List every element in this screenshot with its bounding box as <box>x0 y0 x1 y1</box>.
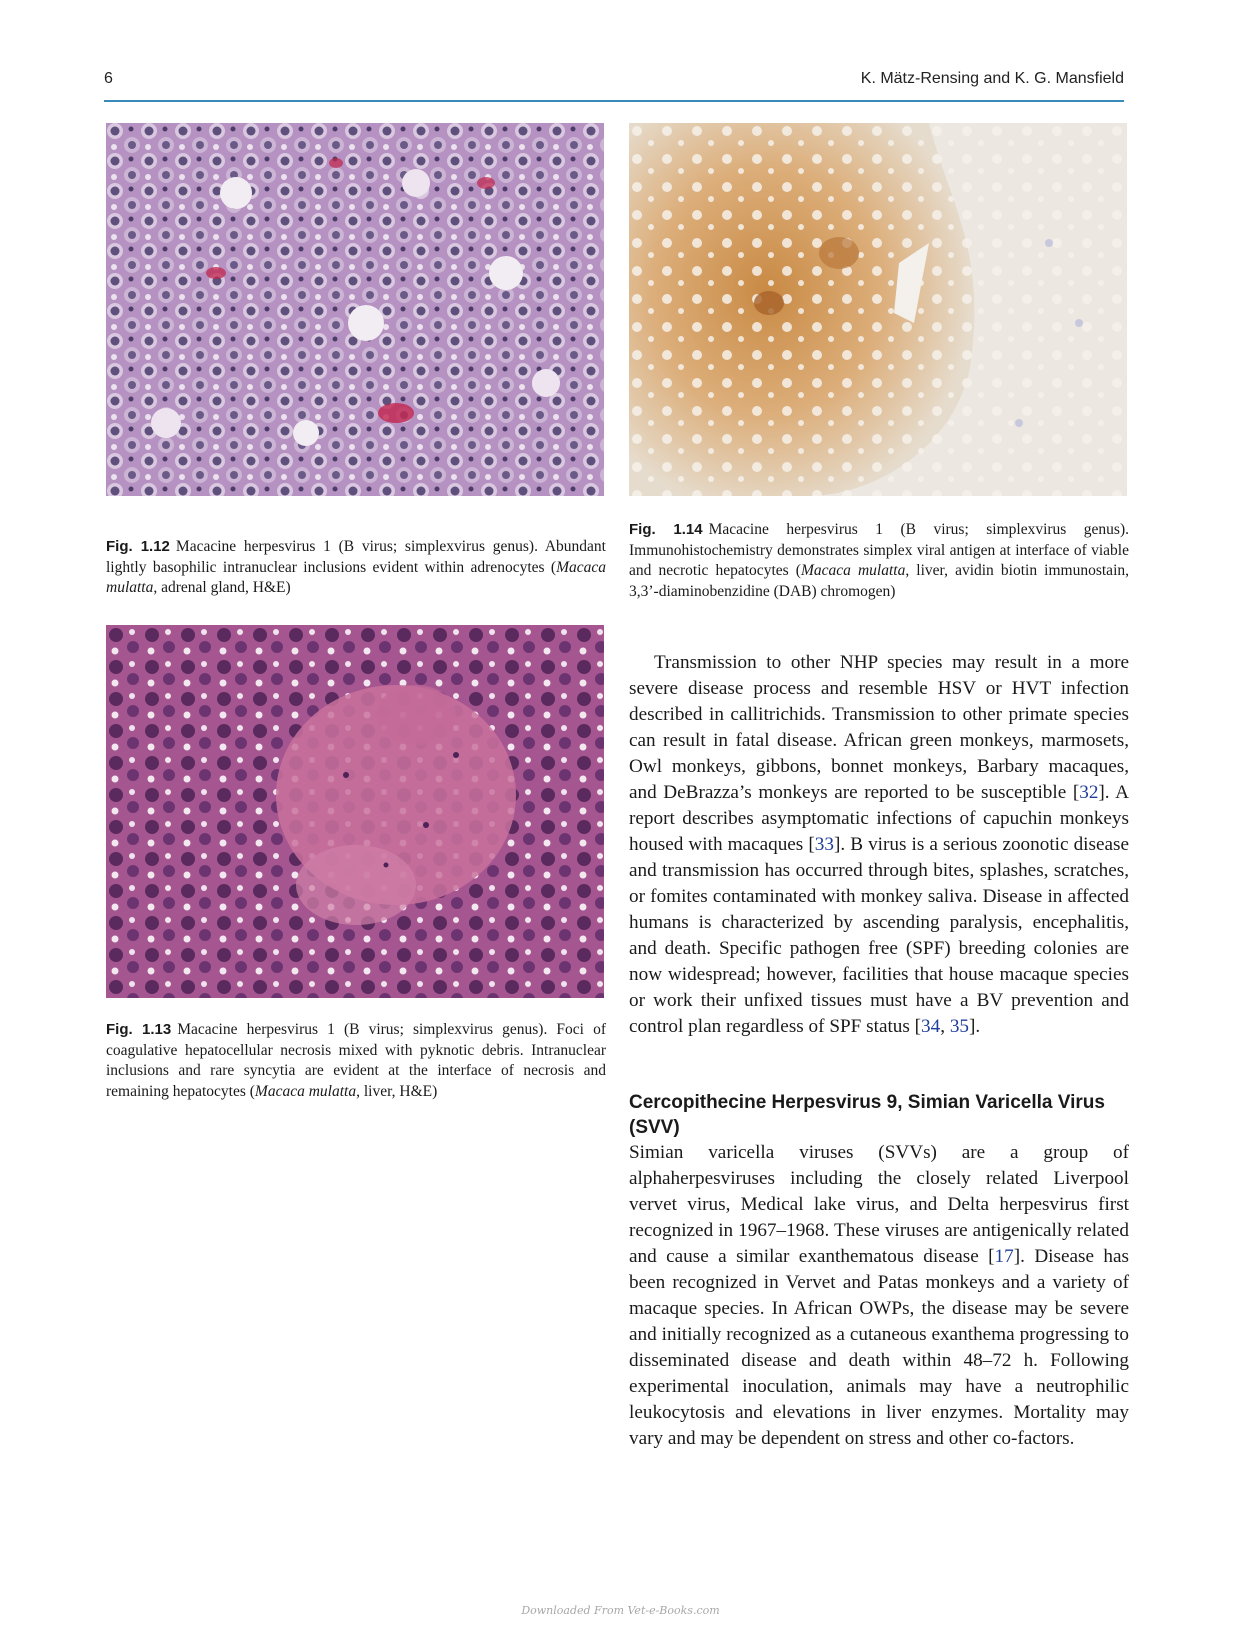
caption-text: Macacine herpesvirus 1 (B virus; simplexvirus genus). Foci of coagulative hepatocellular necrosis mixed with pyknotic debris. Intranuclear inclusions and rare syncytia are evident at the interface of necrosis and remaining hepatocytes ( <box>106 1021 606 1100</box>
figure-1-12-caption <box>106 537 606 599</box>
citation-link[interactable]: 34 <box>921 1016 941 1037</box>
text-run: ]. Disease has been recognized in Vervet and Patas monkeys and a variety of macaque species. In African OWPs, the disease may be severe and initially recognized as a cutaneous exanthema progressing to disseminated disease and death within 48–72 h. Following experimental inoculation, animals may have a neutrophilic leukocytosis and elevations in liver enzymes. Mortality may vary and may be dependent on stress and other co-factors. <box>629 1246 1129 1449</box>
figure-1-14-image <box>629 123 1127 496</box>
species-name: Macaca mulatta <box>254 1082 357 1100</box>
text-run: Transmission to other NHP species may result in a more severe disease process and resemble HSV or HVT infection described in callitrichids. Transmission to other primate species can result in fatal disease. African green monkeys, marmosets, Owl monkeys, gibbons, bonnet monkeys, Barbary macaques, and DeBrazza’s monkeys are reported to be susceptible [ <box>629 652 1129 803</box>
body-paragraph-svv <box>629 1140 1129 1452</box>
figure-label: Fig. 1.12 <box>106 538 170 555</box>
section-heading: Cercopithecine Herpesvirus 9, Simian Varicella Virus (SVV) <box>629 1092 1105 1138</box>
species-name: Macaca mulatta <box>106 558 606 596</box>
figure-label: Fig. 1.13 <box>106 1021 172 1038</box>
caption-text: Macacine herpesvirus 1 (B virus; simplexvirus genus). Abundant lightly basophilic intranuclear inclusions evident within adrenocytes ( <box>106 538 606 576</box>
page-number: 6 <box>104 70 113 87</box>
text-run: ]. B virus is a serious zoonotic disease and transmission has occurred through bites, splashes, scratches, or fomites contaminated with monkey saliva. Disease in affected humans is characterized by ascending paralysis, encephalitis, and death. Specific pathogen free (SPF) breeding colonies are now widespread; however, facilities that house macaque species or work their unfixed tissues must have a BV prevention and control plan regardless of SPF status [ <box>629 834 1129 1037</box>
figure-1-12-image <box>106 123 604 496</box>
body-paragraph-transmission <box>629 650 1129 1040</box>
text-run: ]. A report describes asymptomatic infections of capuchin monkeys housed with macaques [ <box>629 782 1130 855</box>
caption-text-end: , adrenal gland, H&E) <box>153 579 291 596</box>
text-run: , <box>940 1016 950 1037</box>
caption-text-end: , liver, H&E) <box>356 1082 438 1100</box>
footer-watermark: Downloaded From Vet-e-Books.com <box>521 1604 720 1617</box>
citation-link[interactable]: 17 <box>994 1246 1014 1267</box>
figure-1-14-caption <box>629 520 1129 602</box>
species-name: Macaca mulatta <box>800 562 906 579</box>
page-header <box>104 70 1124 102</box>
figure-1-13-image <box>106 625 604 998</box>
text-run: ]. <box>969 1016 981 1037</box>
figure-1-13-caption <box>106 1020 606 1102</box>
citation-link[interactable]: 35 <box>949 1016 970 1037</box>
citation-link[interactable]: 33 <box>814 834 834 855</box>
citation-link[interactable]: 32 <box>1079 782 1099 803</box>
text-run: Simian varicella viruses (SVVs) are a group of alphaherpesviruses including the closely related Liverpool vervet virus, Medical lake virus, and Delta herpesvirus first recognized in 1967–1968. These viruses are antigenically related and cause a similar exanthematous disease [ <box>629 1142 1129 1267</box>
caption-text: Macacine herpesvirus 1 (B virus; simplexvirus genus). Immunohistochemistry demonstrates simplex viral antigen at interface of viable and necrotic hepatocytes ( <box>629 521 1129 579</box>
figure-label: Fig. 1.14 <box>629 521 703 538</box>
running-head: K. Mätz-Rensing and K. G. Mansfield <box>860 70 1124 87</box>
caption-text-end: , liver, avidin biotin immunostain, 3,3’-diaminobenzidine (DAB) chromogen) <box>629 562 1129 600</box>
